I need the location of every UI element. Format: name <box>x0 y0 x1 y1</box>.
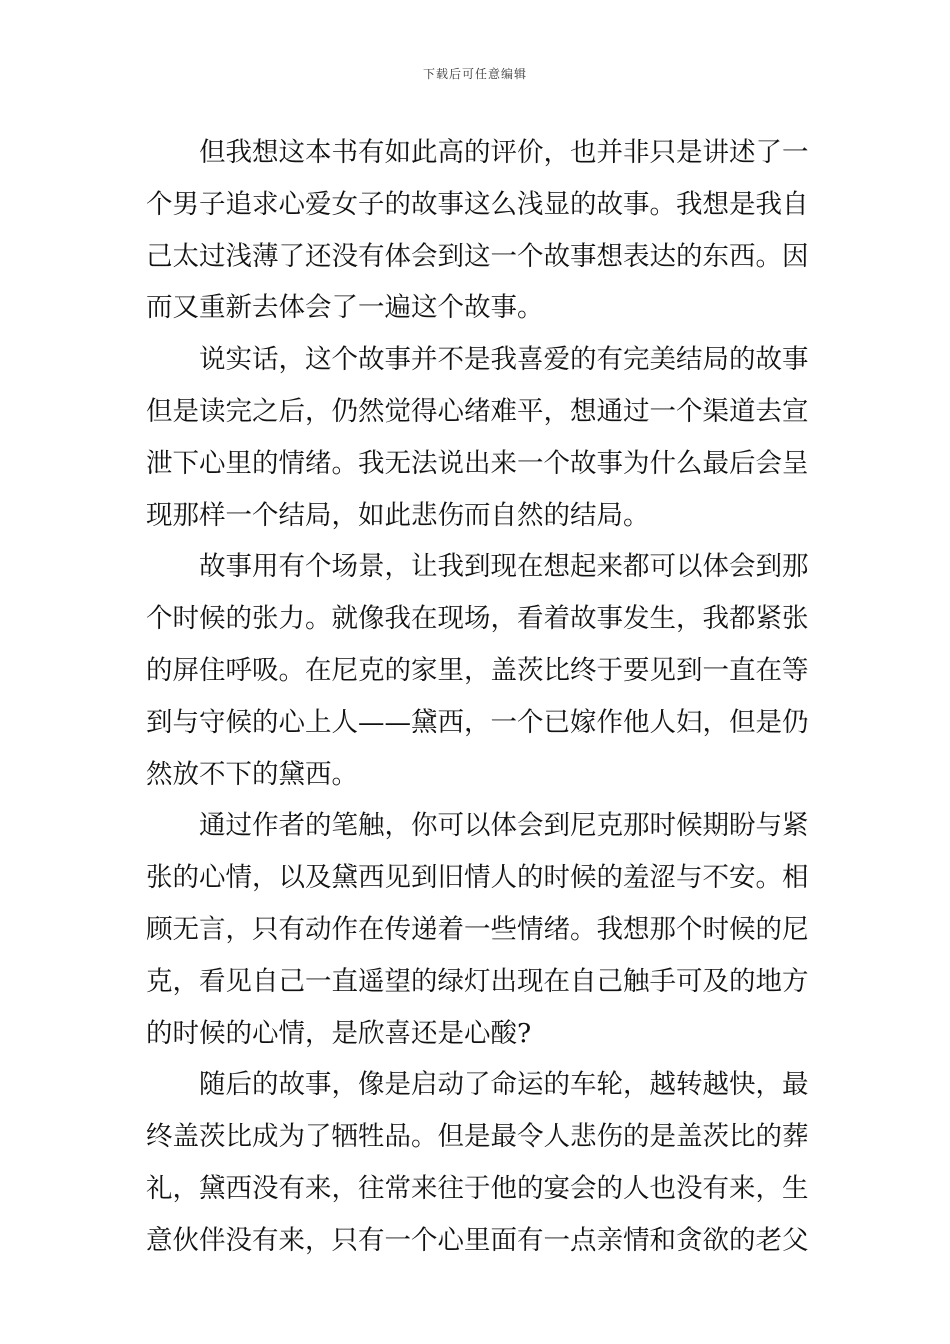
paragraph-line: 泄下心里的情绪。我无法说出来一个故事为什么最后会呈 <box>146 447 809 479</box>
header-note: 下载后可任意编辑 <box>422 67 527 81</box>
paragraph-line: 顾无言，只有动作在传递着一些情绪。我想那个时候的尼 <box>146 913 809 945</box>
paragraph-line: 个时候的张力。就像我在现场，看着故事发生，我都紧张 <box>146 603 809 635</box>
paragraph-line: 个男子追求心爱女子的故事这么浅显的故事。我想是我自 <box>146 188 809 220</box>
paragraph-line: 的时候的心情，是欣喜还是心酸? <box>146 1017 532 1049</box>
paragraph-line: 意伙伴没有来，只有一个心里面有一点亲情和贪欲的老父 <box>146 1224 809 1256</box>
paragraph-line: 通过作者的笔触，你可以体会到尼克那时候期盼与紧 <box>199 810 809 842</box>
paragraph-line: 到与守候的心上人——黛西，一个已嫁作他人妇，但是仍 <box>146 706 809 738</box>
paragraph-line: 克，看见自己一直遥望的绿灯出现在自己触手可及的地方 <box>146 965 809 997</box>
paragraph-line: 礼，黛西没有来，往常来往于他的宴会的人也没有来，生 <box>146 1172 809 1204</box>
paragraph-line: 随后的故事，像是启动了命运的车轮，越转越快，最 <box>199 1069 809 1101</box>
paragraph-line: 故事用有个场景，让我到现在想起来都可以体会到那 <box>199 551 809 583</box>
paragraph-line: 但我想这本书有如此高的评价，也并非只是讲述了一 <box>199 137 809 168</box>
paragraph-line: 张的心情，以及黛西见到旧情人的时候的羞涩与不安。相 <box>146 862 809 894</box>
paragraph-line: 然放不下的黛西。 <box>146 758 358 790</box>
paragraph-line: 现那样一个结局，如此悲伤而自然的结局。 <box>146 499 650 531</box>
paragraph-line: 己太过浅薄了还没有体会到这一个故事想表达的东西。因 <box>146 240 809 272</box>
paragraph-line: 而又重新去体会了一遍这个故事。 <box>146 292 544 324</box>
paragraph-line: 说实话，这个故事并不是我喜爱的有完美结局的故事 <box>199 344 809 376</box>
paragraph-line: 终盖茨比成为了牺牲品。但是最令人悲伤的是盖茨比的葬 <box>146 1121 809 1153</box>
paragraph-line: 的屏住呼吸。在尼克的家里，盖茨比终于要见到一直在等 <box>146 654 809 686</box>
paragraph-line: 但是读完之后，仍然觉得心绪难平，想通过一个渠道去宣 <box>146 395 809 427</box>
document-body <box>146 127 808 1267</box>
